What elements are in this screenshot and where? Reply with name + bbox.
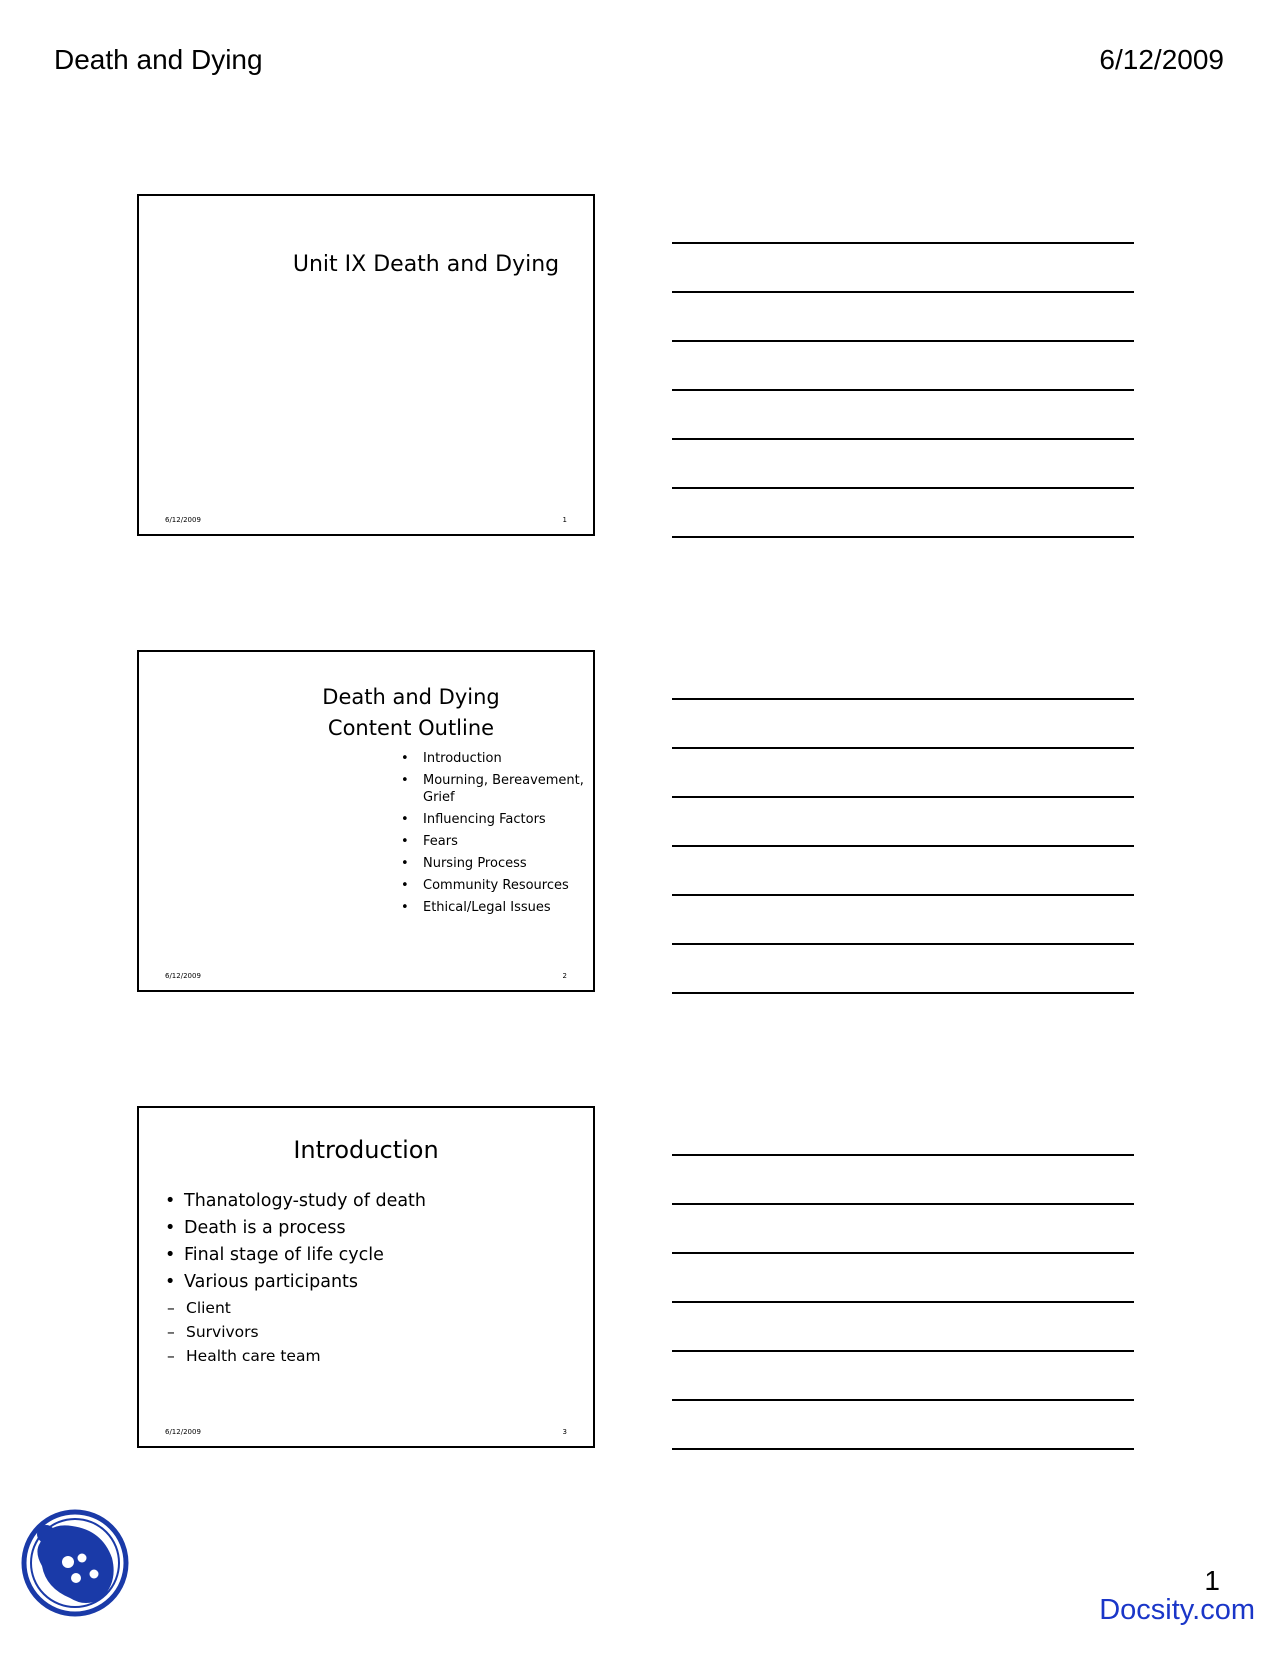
list-item: • Nursing Process (401, 855, 591, 872)
list-item: • Thanatology-study of death (165, 1188, 585, 1215)
slide-title: Introduction (293, 1136, 439, 1164)
note-line (672, 796, 1134, 798)
slide-title-line: Death and Dying (322, 685, 500, 709)
note-line (672, 1203, 1134, 1205)
sub-list-item: – Survivors (165, 1320, 585, 1344)
docsity-logo-icon (20, 1508, 130, 1618)
note-line (672, 992, 1134, 994)
note-line (672, 1399, 1134, 1401)
slide-title (139, 682, 593, 744)
list-item: • Introduction (401, 750, 591, 767)
note-line (672, 438, 1134, 440)
note-line (672, 1448, 1134, 1450)
slide-footer-date: 6/12/2009 (165, 516, 201, 524)
note-line (672, 1154, 1134, 1156)
slide-number: 2 (562, 972, 567, 980)
page-header-title: Death and Dying (54, 44, 263, 75)
list-item: • Fears (401, 833, 591, 850)
note-line (672, 536, 1134, 538)
note-line (672, 340, 1134, 342)
note-line (672, 242, 1134, 244)
note-line (672, 1301, 1134, 1303)
note-line (672, 1252, 1134, 1254)
page-number: 1 (1204, 1565, 1220, 1596)
note-line (672, 894, 1134, 896)
list-item: • Final stage of life cycle (165, 1242, 585, 1269)
slide-1 (137, 194, 595, 536)
page-header-date: 6/12/2009 (1099, 44, 1224, 75)
outline-list (401, 750, 591, 921)
docsity-link[interactable]: Docsity.com (1099, 1594, 1255, 1626)
list-item: • Ethical/Legal Issues (401, 899, 591, 916)
slide-3 (137, 1106, 595, 1448)
note-line (672, 487, 1134, 489)
note-line (672, 845, 1134, 847)
slide-number: 3 (562, 1428, 567, 1436)
bullet-list (165, 1188, 585, 1296)
list-item: • Community Resources (401, 877, 591, 894)
list-item: • Influencing Factors (401, 811, 591, 828)
note-line (672, 698, 1134, 700)
note-line (672, 1350, 1134, 1352)
list-item: • Death is a process (165, 1215, 585, 1242)
slide-number: 1 (562, 516, 567, 524)
list-item: • Mourning, Bereavement, Grief (401, 772, 591, 806)
slide-title-line: Content Outline (327, 716, 495, 740)
slide-title: Unit IX Death and Dying (292, 252, 560, 277)
list-item: • Various participants (165, 1269, 585, 1296)
note-line (672, 389, 1134, 391)
slide-footer-date: 6/12/2009 (165, 972, 201, 980)
sub-list (165, 1296, 585, 1368)
note-line (672, 747, 1134, 749)
slide-2 (137, 650, 595, 992)
note-line (672, 943, 1134, 945)
sub-list-item: – Health care team (165, 1344, 585, 1368)
note-line (672, 291, 1134, 293)
slide-footer-date: 6/12/2009 (165, 1428, 201, 1436)
sub-list-item: – Client (165, 1296, 585, 1320)
